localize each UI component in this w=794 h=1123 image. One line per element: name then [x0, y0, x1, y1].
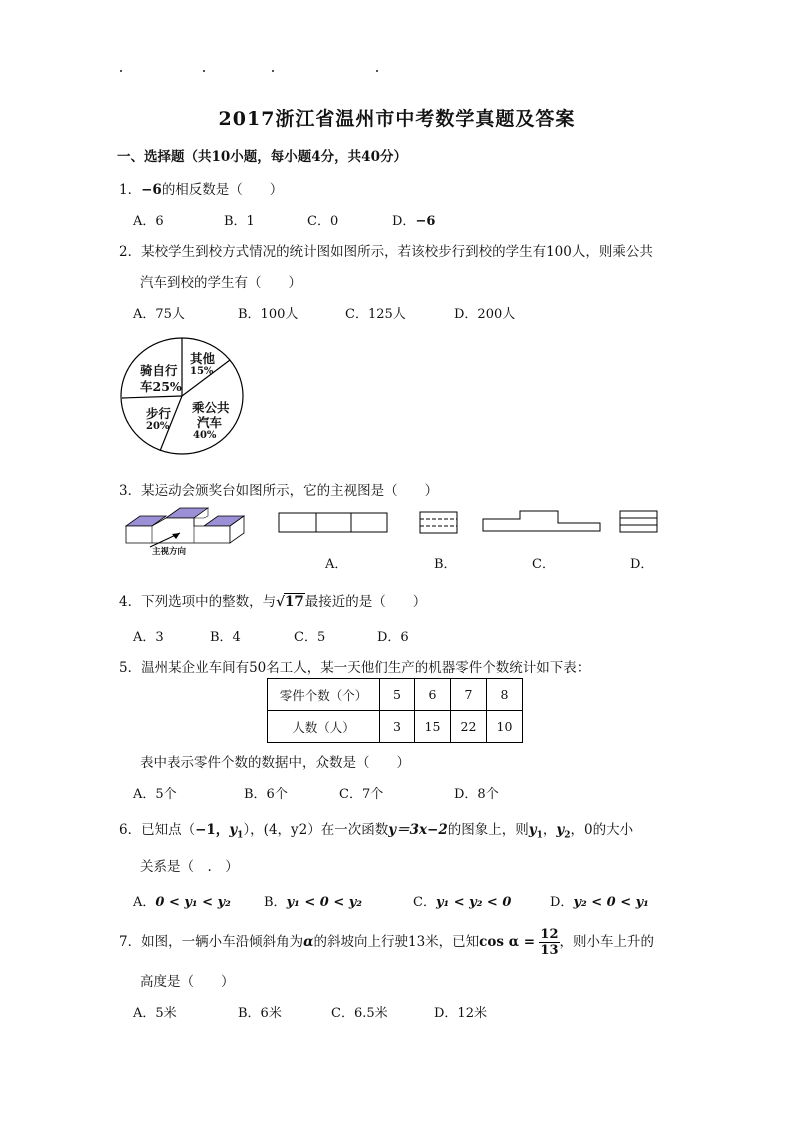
- table-header-cell: 零件个数（个）: [268, 679, 380, 711]
- q2-option-a[interactable]: A．75人: [133, 307, 185, 322]
- question-7-line1: 7．如图，一辆小车沿倾斜角为α的斜坡向上行驶13米，已知cos α = $\frac{12}{13}$ ，则小车上升的: [119, 927, 654, 958]
- q7-option-a[interactable]: A．5米: [133, 1006, 177, 1021]
- question-6-line2: 关系是（ . ）: [140, 859, 239, 875]
- table-cell: 7: [451, 679, 487, 711]
- q6-option-b[interactable]: B．y₁ < 0 < y₂: [264, 895, 362, 910]
- question-2-line2: 汽车到校的学生有（ ）: [140, 275, 302, 291]
- q7-option-c[interactable]: C．6.5米: [331, 1006, 388, 1021]
- question-4: 4．下列选项中的整数，与√17最接近的是（ ）: [119, 594, 427, 610]
- q4-option-a[interactable]: A．3: [133, 630, 164, 645]
- q3-option-d[interactable]: D．: [630, 557, 654, 572]
- q6-option-d[interactable]: D．y₂ < 0 < y₁: [550, 895, 649, 910]
- question-7-line2: 高度是（ ）: [140, 974, 235, 990]
- q1-option-b[interactable]: B．1: [224, 214, 255, 229]
- q7-option-d[interactable]: D．12米: [434, 1006, 487, 1021]
- pie-label-walk: 步行: [146, 406, 172, 421]
- pie-chart: [120, 336, 250, 458]
- cos-fraction: $\frac{12}{13}$: [540, 927, 559, 958]
- table-cell: 22: [451, 711, 487, 743]
- section-heading: 一、选择题（共10小题，每小题4分，共40分）: [117, 149, 407, 165]
- pie-pct-other: 15%: [190, 366, 214, 377]
- table-header-cell: 人数（人）: [268, 711, 380, 743]
- q4-option-b[interactable]: B．4: [210, 630, 241, 645]
- q5-option-b[interactable]: B．6个: [244, 787, 288, 802]
- pie-pct-walk: 20%: [146, 421, 170, 432]
- table-cell: 3: [380, 711, 415, 743]
- question-2-line1: 2．某校学生到校方式情况的统计图如图所示，若该校步行到校的学生有100人，则乘公共: [119, 244, 653, 260]
- question-5-line2: 表中表示零件个数的数据中，众数是（ ）: [140, 755, 410, 771]
- q3-figure-b: [419, 511, 459, 535]
- q6-option-a[interactable]: A．0 < y₁ < y₂: [133, 895, 231, 910]
- question-3: 3．某运动会颁奖台如图所示，它的主视图是（ ）: [119, 483, 439, 499]
- pie-label-bike: 骑自行: [140, 363, 178, 378]
- q2-option-d[interactable]: D．200人: [454, 307, 516, 322]
- q2-option-b[interactable]: B．100人: [238, 307, 299, 322]
- q1-option-d[interactable]: D．−6: [392, 214, 436, 229]
- q3-figure-c: [482, 509, 602, 533]
- header-dot: [203, 70, 205, 72]
- pie-label-bus-2: 汽车: [197, 415, 223, 430]
- question-5-line1: 5．温州某企业车间有50名工人，某一天他们生产的机器零件个数统计如下表：: [119, 660, 591, 676]
- table-cell: 5: [380, 679, 415, 711]
- data-table: [267, 678, 523, 743]
- header-dot: [376, 70, 378, 72]
- question-1: 1．−6的相反数是（ ）: [119, 182, 284, 198]
- q4-option-c[interactable]: C．5: [294, 630, 326, 645]
- pie-pct-bus: 40%: [193, 430, 217, 441]
- q3-option-c[interactable]: C．: [532, 557, 555, 572]
- header-dot: [272, 70, 274, 72]
- table-row: [268, 679, 523, 711]
- q1-option-c[interactable]: C．0: [307, 214, 339, 229]
- table-cell: 10: [487, 711, 523, 743]
- q3-figure-d: [619, 510, 659, 534]
- q6-option-c[interactable]: C．y₁ < y₂ < 0: [413, 895, 512, 910]
- pie-label-bike-2: 车25%: [140, 379, 182, 394]
- header-dot: [120, 70, 122, 72]
- table-cell: 15: [415, 711, 451, 743]
- q5-option-a[interactable]: A．5个: [133, 787, 177, 802]
- q3-option-b[interactable]: B．: [434, 557, 457, 572]
- q3-figure-a: [278, 512, 390, 534]
- q1-option-a[interactable]: A．6: [133, 214, 164, 229]
- q5-option-d[interactable]: D．8个: [454, 787, 499, 802]
- q2-option-c[interactable]: C．125人: [345, 307, 406, 322]
- q3-option-a[interactable]: A．: [325, 557, 348, 572]
- table-cell: 8: [487, 679, 523, 711]
- figure-label-view: 主视方向: [152, 547, 187, 557]
- q5-option-c[interactable]: C．7个: [339, 787, 384, 802]
- table-row: [268, 711, 523, 743]
- table-cell: 6: [415, 679, 451, 711]
- page-title: 2017浙江省温州市中考数学真题及答案: [218, 108, 576, 130]
- pie-label-bus: 乘公共: [192, 400, 230, 415]
- pie-label-other: 其他: [190, 351, 216, 366]
- q4-option-d[interactable]: D．6: [377, 630, 409, 645]
- question-6-line1: 6．已知点（−1，$y_1$），(4，y2）在一次函数y＝3x−2的图象上，则$y_1$，$y_2$，0的大小: [119, 822, 634, 841]
- q7-option-b[interactable]: B．6米: [238, 1006, 282, 1021]
